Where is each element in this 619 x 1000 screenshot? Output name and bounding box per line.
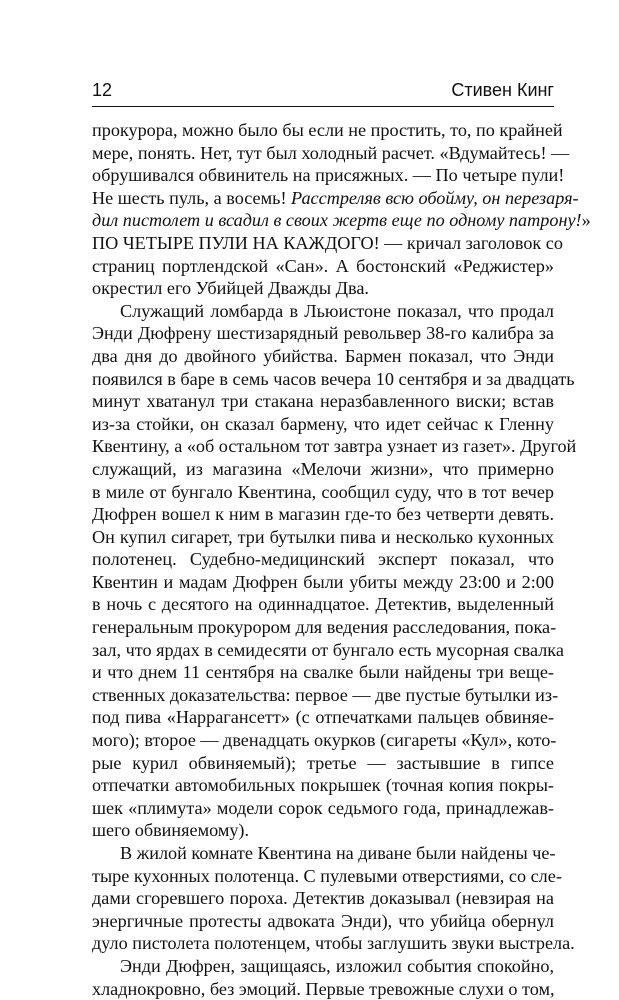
text-line: В жилой комнате Квентина на диване были найдены че- [120,843,556,863]
paragraph-1 [92,119,591,300]
text-line: два дня до двойного убийства. Бармен показал, что Энди [92,345,554,366]
text-line: прокурора, можно было бы если не простить, то, по крайней [92,120,563,140]
text-line: окрестил его Убийцей Дважды Два. [92,278,369,299]
text-line: энергичные протесты адвоката Энди), что убийца обернул [92,910,554,931]
text-line: полотенец. Судебно-медицинский эксперт показал, что [92,549,554,570]
text-line: Он купил сигарет, три бутылки пива и несколько кухонных [92,526,554,547]
text-segment: Не шесть пуль, а восемь! [92,187,287,208]
italic-quote: Расстреляв всю обойму, он перезаря- [291,187,579,208]
text-line: Энди Дюфрену шестизарядный револьвер 38-го калибра за [92,323,554,344]
text-line: обрушивался обвинитель на присяжных. — По четыре пули! [92,165,565,186]
text-line: дил пистолет и всадил в своих жертв еще по одному патрону!» [92,210,591,231]
paragraph-2 [92,300,577,842]
body-text [92,119,591,1000]
text-line: тыре кухонных полотенца. С пулевыми отверстиями, со сле- [92,865,562,886]
text-line: зал, что ярдах в семидесяти от бунгало есть мусорная свалка [92,639,564,660]
text-line: в миле от бунгало Квентина, сообщил суду, что в тот вечер [92,481,554,502]
text-line: Служащий ломбарда в Льюистоне показал, что продал [120,300,554,321]
text-line: шего обвиняемому). [92,820,250,841]
text-line: служащий, из магазина «Мелочи жизни», что примерно [92,458,554,479]
text-line: мого); второе — двенадцать окурков (сигареты «Кул», кото- [92,730,557,751]
text-line: отпечатки автомобильных покрышек (точная копия покры- [92,775,554,796]
text-line: и что днем 11 сентября на свалке были найдены три веще- [92,662,554,683]
text-line: дуло пистолета полотенцем, чтобы заглушить звуки выстрела. [92,933,575,954]
paragraph-3 [92,842,575,955]
text-line: появился в баре в семь часов вечера 10 сентября и за двадцать [92,368,575,389]
text-line: мере, понять. Нет, тут был холодный расчет. «Вдумайтесь! — [92,142,570,163]
text-line: страниц портлендской «Сан». А бостонский «Реджистер» [92,255,554,276]
text-line: рые курил обвиняемый); третье — застывшие в гипсе [92,752,554,773]
text-line: Дюфрен вошел к ним в магазин где-то без четверти девять. [92,504,554,525]
text-line: Квентину, а «об остальном тот завтра узнает из газет». Другой [92,436,577,457]
text-line: в ночь с десятого на одиннадцатое. Детектив, выделенный [92,594,554,615]
header-rule [92,106,554,107]
page-number: 12 [92,80,113,100]
text-line: Квентин и мадам Дюфрен были убиты между 23:00 и 2:00 [92,571,554,592]
text-line: под пива «Наррагансетт» (с отпечатками пальцев обвиняе- [92,707,554,728]
paragraph-4 [92,955,554,1000]
text-line: хладнокровно, без эмоций. Первые тревожные слухи о том, [92,978,555,999]
italic-quote: дил пистолет и всадил в своих жертв еще по одному патрону! [92,210,582,231]
author-name: Стивен Кинг [451,80,554,100]
text-line: ПО ЧЕТЫРЕ ПУЛИ НА КАЖДОГО! — кричал заголовок со [92,232,563,253]
text-line: минут хватанул три стакана неразбавленного виски; встав [92,391,554,412]
text-line: из-за стойки, он сказал бармену, что идет сейчас к Гленну [92,413,554,434]
text-line: Энди Дюфрен, защищаясь, изложил события спокойно, [120,955,554,976]
text-line: ственных доказательства: первое — две пустые бутылки из- [92,684,559,705]
text-line: шек «плимута» модели сорок седьмого года, принадлежав- [92,797,554,818]
text-line: дами сгоревшего пороха. Детектив доказывал (невзирая на [92,888,554,909]
text-line: генеральным прокурором для ведения расследования, пока- [92,617,557,638]
text-line [92,187,579,210]
running-header [92,80,554,108]
